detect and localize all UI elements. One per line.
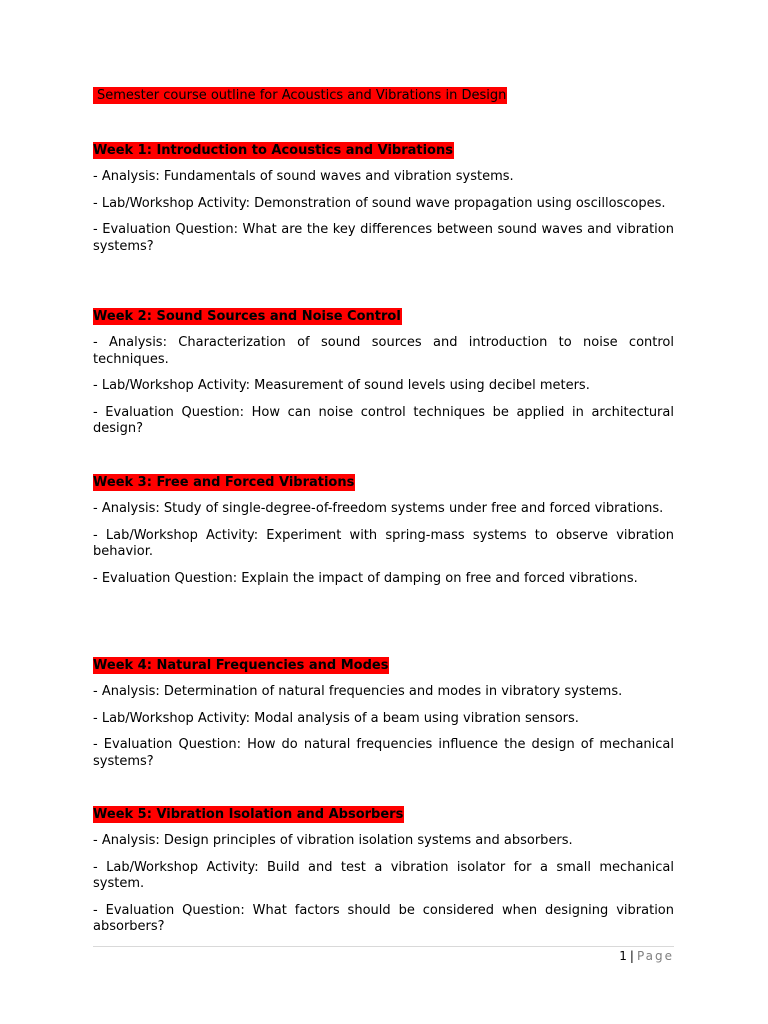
page-number: 1 [619, 949, 627, 963]
evaluation-question-item: - Evaluation Question: What are the key differences between sound waves and vibration systems? [93, 222, 674, 254]
week-section [93, 803, 674, 946]
analysis-item: - Analysis: Design principles of vibration isolation systems and absorbers. [93, 833, 573, 848]
analysis-item: - Analysis: Study of single-degree-of-freedom systems under free and forced vibrations. [93, 501, 664, 516]
evaluation-question-item: - Evaluation Question: How can noise control techniques be applied in architectural design? [93, 404, 674, 436]
document-page [93, 0, 674, 1024]
lab-activity-item: - Lab/Workshop Activity: Build and test a vibration isolator for a small mechanical system. [93, 859, 674, 891]
week-section [93, 139, 674, 265]
page-label: Page [636, 949, 674, 963]
week-heading: Week 4: Natural Frequencies and Modes [93, 658, 389, 673]
lab-activity-item: - Lab/Workshop Activity: Measurement of sound levels using decibel meters. [93, 378, 590, 393]
lab-activity-item: - Lab/Workshop Activity: Demonstration of sound wave propagation using oscilloscopes. [93, 195, 666, 211]
footer-divider [93, 946, 674, 947]
week-section [93, 471, 674, 597]
evaluation-question-item: - Evaluation Question: How do natural frequencies influence the design of mechanical systems? [93, 737, 674, 769]
week-heading: Week 1: Introduction to Acoustics and Vibrations [93, 143, 453, 158]
document-title: Semester course outline for Acoustics and Vibrations in Design [93, 87, 507, 104]
week-heading: Week 5: Vibration Isolation and Absorbers [93, 807, 404, 822]
week-heading: Week 2: Sound Sources and Noise Control [93, 309, 401, 324]
lab-activity-item: - Lab/Workshop Activity: Modal analysis of a beam using vibration sensors. [93, 710, 579, 726]
analysis-item: - Analysis: Determination of natural frequencies and modes in vibratory systems. [93, 684, 623, 699]
page-footer [619, 948, 674, 964]
week-heading: Week 3: Free and Forced Vibrations [93, 475, 355, 490]
evaluation-question-item: - Evaluation Question: What factors should be considered when designing vibration absorbers? [93, 902, 674, 934]
week-section [93, 305, 674, 448]
analysis-item: - Analysis: Fundamentals of sound waves and vibration systems. [93, 169, 514, 184]
evaluation-question-item: - Evaluation Question: Explain the impact of damping on free and forced vibrations. [93, 570, 638, 586]
footer-separator: | [629, 949, 634, 963]
week-section [93, 654, 674, 780]
analysis-item: - Analysis: Characterization of sound sources and introduction to noise control techniques. [93, 335, 674, 367]
lab-activity-item: - Lab/Workshop Activity: Experiment with spring-mass systems to observe vibration behavior. [93, 527, 674, 559]
